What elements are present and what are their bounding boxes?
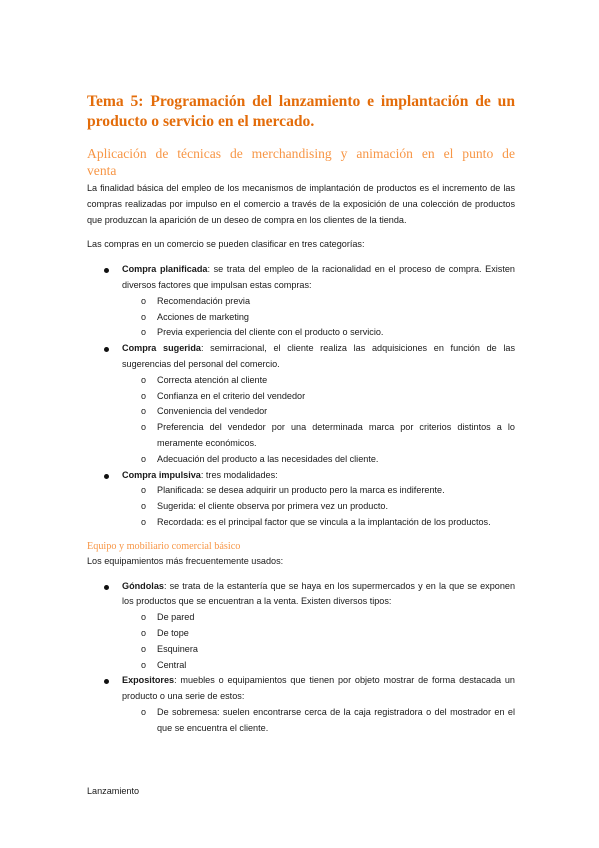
sub-list <box>122 705 515 737</box>
sub-list-text: Previa experiencia del cliente con el producto o servicio. <box>157 327 384 338</box>
sub-list-item <box>122 373 515 389</box>
sub-list-item <box>122 389 515 405</box>
sub-bullet-icon: o <box>141 453 147 464</box>
sub-bullet-icon: o <box>141 485 147 496</box>
sub-list-text: Esquinera <box>157 643 198 654</box>
sub-bullet-icon: o <box>141 612 147 623</box>
page-title <box>87 92 515 132</box>
equipment-list <box>87 579 515 737</box>
sub-bullet-icon: o <box>141 406 147 417</box>
item-text: : se trata de la estantería que se haya en los supermercados y en la que se exponen los productos que se encuentran a la venta. Existen diversos tipos: <box>122 580 515 607</box>
sub-list-text: Correcta atención al cliente <box>157 374 268 385</box>
bullet-icon <box>104 268 109 273</box>
sub-list-item <box>122 515 515 531</box>
item-term: Compra sugerida <box>122 343 201 354</box>
list-item <box>87 341 515 467</box>
bullet-icon <box>104 474 109 479</box>
lead-paragraph-2: Los equipamientos más frecuentemente usados: <box>87 555 284 566</box>
sub-list-item <box>122 642 515 658</box>
list-item <box>87 262 515 341</box>
sub-list-text: De tope <box>157 627 189 638</box>
sub-list-item <box>122 420 515 452</box>
section-heading-line-2: venta <box>87 163 117 178</box>
sub-list-text: Sugerida: el cliente observa por primera vez un producto. <box>157 501 389 512</box>
sub-list <box>122 373 515 468</box>
sub-bullet-icon: o <box>141 643 147 654</box>
item-term: Compra planificada <box>122 264 208 275</box>
item-text: : se trata del empleo de la racionalidad en el proceso de compra. Existen diversos factores que impulsan estas compras: <box>122 264 515 290</box>
sub-list-text: Confianza en el criterio del vendedor <box>157 390 306 401</box>
item-term: Góndolas <box>122 580 164 591</box>
sub-list-text: Adecuación del producto a las necesidades del cliente. <box>157 453 379 464</box>
page-title-line-1: Tema 5: Programación del lanzamiento e implantación de un <box>87 93 515 110</box>
sub-list <box>122 483 515 530</box>
sub-list-item <box>122 626 515 642</box>
sub-list-text: Conveniencia del vendedor <box>157 406 268 417</box>
item-text: : muebles o equipamientos que tienen por objeto mostrar de forma destacada un producto o una serie de estos: <box>122 675 515 702</box>
sub-list-item <box>122 658 515 674</box>
list-item <box>87 579 515 674</box>
sub-list-text: Central <box>157 659 187 670</box>
section-heading-line-1: Aplicación de técnicas de merchandising y animación en el punto de <box>87 146 515 161</box>
sub-list-text: Recordada: es el principal factor que se vincula a la implantación de los productos. <box>157 516 491 527</box>
document-page <box>87 92 515 737</box>
sub-list-item <box>122 705 515 737</box>
sub-list-item <box>122 499 515 515</box>
lead-paragraph: Las compras en un comercio se pueden clasificar en tres categorías: <box>87 239 365 250</box>
intro-paragraph: La finalidad básica del empleo de los mecanismos de implantación de productos es el incremento de las compras realizadas por impulso en el comercio a través de la exposición de una colección de productos que produzcan la aparición de un deseo de compra en los clientes de la tienda. <box>87 183 515 225</box>
page-title-line-2: producto o servicio en el mercado. <box>87 113 315 130</box>
item-term: Compra impulsiva <box>122 469 201 480</box>
section-heading <box>87 145 515 179</box>
bullet-icon <box>104 585 109 590</box>
item-term: Expositores <box>122 675 175 686</box>
list-item <box>87 673 515 736</box>
bullet-icon <box>104 679 109 684</box>
item-text: : semirracional, el cliente realiza las adquisiciones en función de las sugerencias del personal del comercio. <box>122 343 515 369</box>
sub-list-item <box>122 452 515 468</box>
sub-bullet-icon: o <box>141 627 147 638</box>
purchase-types-list <box>87 262 515 531</box>
sub-list-text: Planificada: se desea adquirir un producto pero la marca es indiferente. <box>157 485 445 496</box>
item-text: : tres modalidades: <box>200 469 278 480</box>
sub-bullet-icon: o <box>141 422 147 433</box>
sub-list-text: De sobremesa: suelen encontrarse cerca de la caja registradora o del mostrador en el que se encuentra el cliente. <box>157 706 515 733</box>
sub-list-item <box>122 325 515 341</box>
sub-bullet-icon: o <box>141 706 147 717</box>
sub-bullet-icon: o <box>141 501 147 512</box>
sub-bullet-icon: o <box>141 374 147 385</box>
sub-list-item <box>122 483 515 499</box>
sub-list <box>122 610 515 673</box>
sub-list-item <box>122 610 515 626</box>
sub-bullet-icon: o <box>141 295 147 306</box>
sub-bullet-icon: o <box>141 516 147 527</box>
sub-list-text: Acciones de marketing <box>157 311 249 322</box>
sub-list-text: Recomendación previa <box>157 295 251 306</box>
sub-list-item <box>122 310 515 326</box>
sub-bullet-icon: o <box>141 327 147 338</box>
sub-list-text: Preferencia del vendedor por una determinada marca por criterios distintos a lo meramente económicos. <box>157 422 515 448</box>
sub-list <box>122 294 515 341</box>
subsection-heading: Equipo y mobiliario comercial básico <box>87 540 241 552</box>
bullet-icon <box>104 347 109 352</box>
sub-bullet-icon: o <box>141 659 147 670</box>
sub-bullet-icon: o <box>141 311 147 322</box>
sub-list-item <box>122 294 515 310</box>
page-footer: Lanzamiento <box>87 786 140 796</box>
sub-list-text: De pared <box>157 612 195 623</box>
sub-bullet-icon: o <box>141 390 147 401</box>
list-item <box>87 468 515 531</box>
sub-list-item <box>122 404 515 420</box>
